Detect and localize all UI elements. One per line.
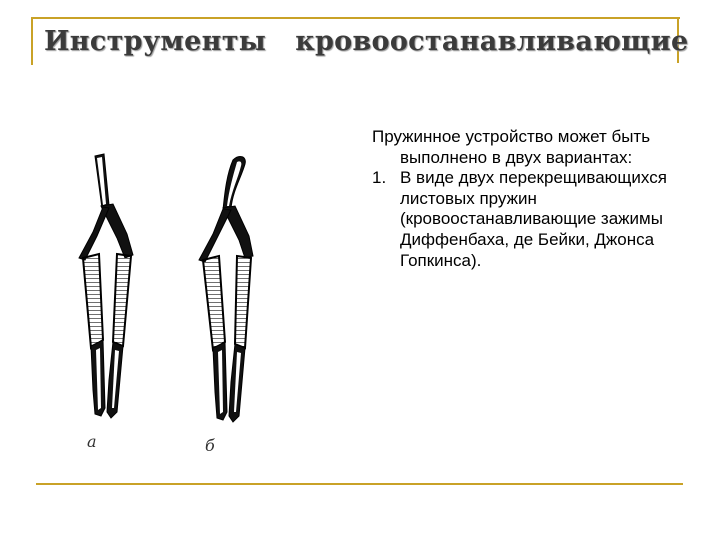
frame-top-line bbox=[31, 17, 680, 19]
slide-body bbox=[372, 127, 672, 271]
frame-bottom-line bbox=[36, 483, 683, 485]
forceps-illustration bbox=[55, 150, 285, 460]
straight-clamp-a bbox=[79, 154, 133, 418]
list-item-text: В виде двух перекрещивающихся листовых пружин (кровоостанавливающие зажимы Диффенбаха, де Бейки, Джонса Гопкинса). bbox=[400, 168, 667, 270]
curved-clamp-b bbox=[199, 157, 253, 422]
list-item bbox=[372, 168, 672, 271]
forceps-drawing bbox=[55, 150, 285, 460]
slide-title: Инструменты кровоостанавливающие bbox=[44, 26, 689, 57]
caption-a: а bbox=[87, 432, 97, 451]
frame-left-line bbox=[31, 17, 33, 65]
list-item-number: 1. bbox=[372, 168, 387, 188]
caption-b: б bbox=[205, 436, 215, 455]
intro-paragraph: Пружинное устройство может быть выполнено в двух вариантах: bbox=[372, 127, 651, 167]
